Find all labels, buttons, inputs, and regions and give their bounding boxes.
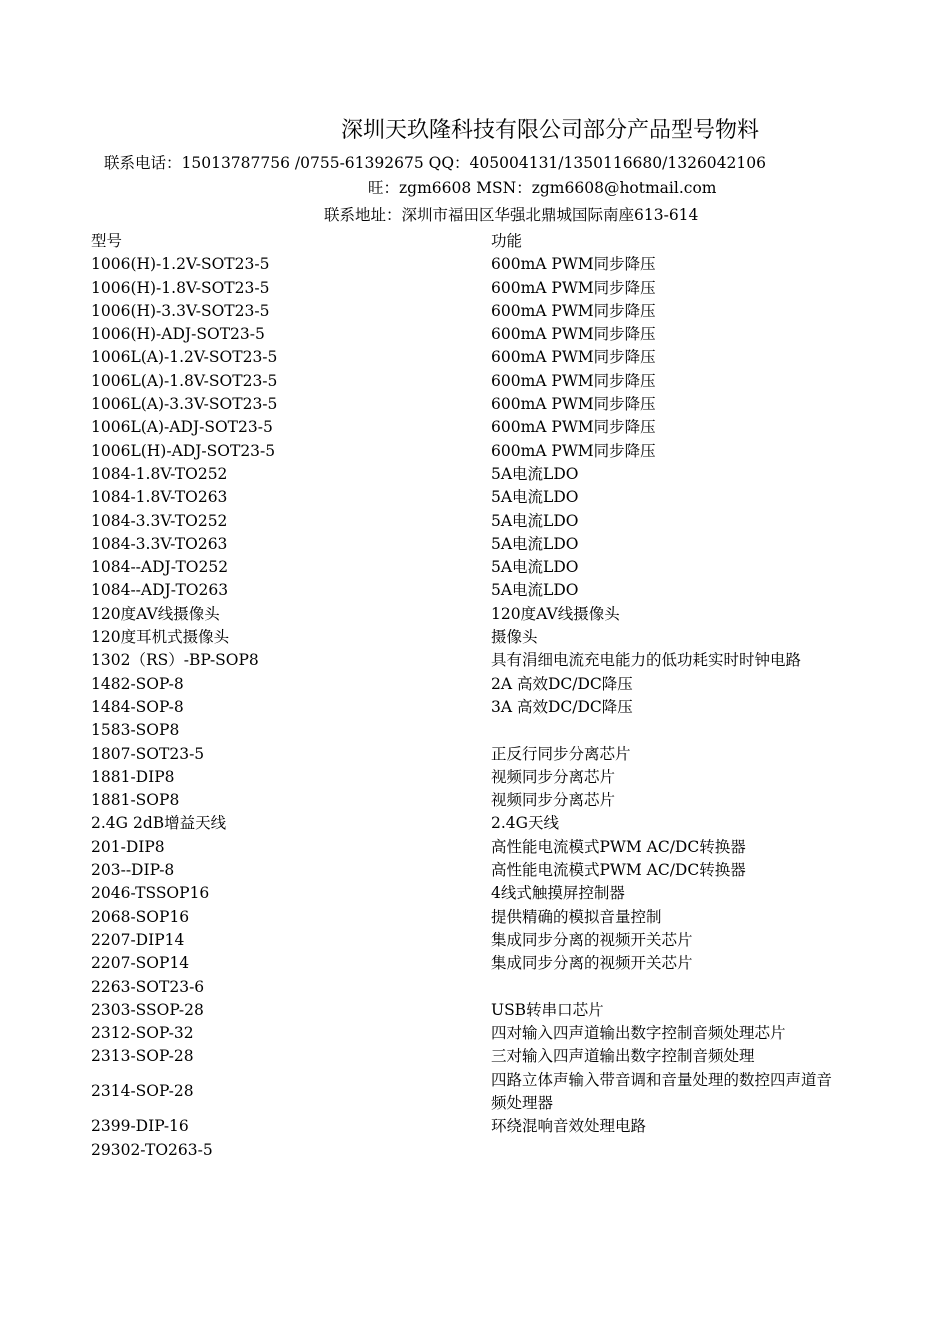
function-cell: 600mA PWM同步降压 [491, 325, 656, 344]
function-cell: 5A电流LDO [491, 511, 579, 530]
model-cell: 1084-1.8V-TO263 [91, 488, 228, 507]
table-row [91, 253, 851, 276]
table-row [91, 1022, 851, 1045]
function-cell: 正反行同步分离芯片 [491, 744, 631, 763]
function-cell: 集成同步分离的视频开关芯片 [491, 954, 693, 973]
table-row [91, 952, 851, 975]
function-cell: USB转串口芯片 [491, 1000, 604, 1019]
model-cell: 29302-TO263-5 [91, 1140, 213, 1159]
table-row [91, 1115, 851, 1138]
table-row [91, 579, 851, 602]
table-row [91, 743, 851, 766]
table-row [91, 370, 851, 393]
table-row [91, 603, 851, 626]
function-cell: 高性能电流模式PWM AC/DC转换器 [491, 861, 746, 880]
model-cell: 1484-SOP-8 [91, 697, 184, 716]
model-cell: 2313-SOP-28 [91, 1047, 194, 1066]
model-cell: 2207-SOP14 [91, 954, 190, 973]
table-row [91, 976, 851, 999]
table-row [91, 999, 851, 1022]
model-cell: 120度AV线摄像头 [91, 604, 220, 623]
model-cell: 1006(H)-ADJ-SOT23-5 [91, 325, 265, 344]
table-row [91, 766, 851, 789]
model-cell: 2.4G 2dB增益天线 [91, 814, 227, 833]
table-row [91, 789, 851, 812]
page-title: 深圳天玖隆科技有限公司部分产品型号物料 [340, 118, 759, 143]
function-cell: 三对输入四声道输出数字控制音频处理 [491, 1047, 755, 1066]
table-row [91, 882, 851, 905]
function-cell: 5A电流LDO [491, 558, 579, 577]
table-row [91, 393, 851, 416]
function-cell: 视频同步分离芯片 [491, 791, 616, 810]
function-cell: 600mA PWM同步降压 [491, 395, 656, 414]
model-cell: 2303-SSOP-28 [91, 1000, 204, 1019]
table-row [91, 556, 851, 579]
model-cell: 1006(H)-1.2V-SOT23-5 [91, 255, 270, 274]
table-row [91, 859, 851, 882]
function-cell: 600mA PWM同步降压 [491, 278, 656, 297]
function-cell: 四对输入四声道输出数字控制音频处理芯片 [491, 1024, 786, 1043]
function-cell: 600mA PWM同步降压 [491, 255, 656, 274]
function-cell: 集成同步分离的视频开关芯片 [491, 930, 693, 949]
table-row [91, 812, 851, 835]
table-row [91, 346, 851, 369]
model-cell: 120度耳机式摄像头 [91, 628, 230, 647]
model-cell: 1084-3.3V-TO252 [91, 511, 228, 530]
model-cell: 1084-3.3V-TO263 [91, 534, 228, 553]
function-cell: 600mA PWM同步降压 [491, 301, 656, 320]
table-row [91, 1069, 851, 1116]
model-cell: 2399-DIP-16 [91, 1117, 189, 1136]
contact-address: 联系地址：深圳市福田区华强北鼎城国际南座613-614 [324, 206, 699, 224]
function-cell [491, 719, 841, 742]
function-cell: 600mA PWM同步降压 [491, 441, 656, 460]
function-cell: 120度AV线摄像头 [491, 604, 620, 623]
table-row [91, 440, 851, 463]
table-row [91, 277, 851, 300]
model-cell: 1583-SOP8 [91, 721, 180, 740]
function-cell [491, 1139, 841, 1162]
model-cell: 1482-SOP-8 [91, 674, 184, 693]
table-row [91, 510, 851, 533]
model-cell: 1006(H)-1.8V-SOT23-5 [91, 278, 270, 297]
model-cell: 1084--ADJ-TO252 [91, 558, 229, 577]
function-cell: 环绕混响音效处理电路 [491, 1117, 647, 1136]
header-function: 功能 [491, 232, 523, 250]
model-cell: 1302（RS）-BP-SOP8 [91, 651, 259, 670]
function-cell: 5A电流LDO [491, 534, 579, 553]
model-cell: 1006L(A)-ADJ-SOT23-5 [91, 418, 273, 437]
function-cell: 高性能电流模式PWM AC/DC转换器 [491, 837, 746, 856]
function-cell: 5A电流LDO [491, 581, 579, 600]
function-cell: 具有涓细电流充电能力的低功耗实时时钟电路 [491, 651, 802, 670]
product-table [91, 230, 851, 1162]
function-cell: 5A电流LDO [491, 488, 579, 507]
function-cell: 5A电流LDO [491, 464, 579, 483]
model-cell: 2207-DIP14 [91, 930, 185, 949]
model-cell: 1006L(A)-3.3V-SOT23-5 [91, 395, 278, 414]
function-cell: 4线式触摸屏控制器 [491, 884, 625, 903]
table-row [91, 486, 851, 509]
table-row [91, 719, 851, 742]
table-header [91, 230, 851, 253]
table-body [91, 253, 851, 1162]
function-cell: 2.4G天线 [491, 814, 560, 833]
function-cell: 视频同步分离芯片 [491, 767, 616, 786]
table-row [91, 673, 851, 696]
table-row [91, 300, 851, 323]
function-cell: 600mA PWM同步降压 [491, 348, 656, 367]
model-cell: 1881-SOP8 [91, 791, 180, 810]
model-cell: 2314-SOP-28 [91, 1082, 194, 1101]
model-cell: 2263-SOT23-6 [91, 977, 205, 996]
model-cell: 1006L(H)-ADJ-SOT23-5 [91, 441, 276, 460]
model-cell: 2046-TSSOP16 [91, 884, 210, 903]
model-cell: 1006L(A)-1.8V-SOT23-5 [91, 371, 278, 390]
function-cell: 3A 高效DC/DC降压 [491, 697, 633, 716]
function-cell: 提供精确的模拟音量控制 [491, 907, 662, 926]
function-cell: 四路立体声输入带音调和音量处理的数控四声道音频处理器 [491, 1070, 833, 1112]
model-cell: 2068-SOP16 [91, 907, 190, 926]
model-cell: 1807-SOT23-5 [91, 744, 205, 763]
table-row [91, 906, 851, 929]
function-cell: 2A 高效DC/DC降压 [491, 674, 633, 693]
model-cell: 2312-SOP-32 [91, 1024, 194, 1043]
table-row [91, 463, 851, 486]
header-model: 型号 [91, 232, 123, 250]
function-cell: 摄像头 [491, 628, 538, 647]
contact-phone-qq: 联系电话：15013787756 /0755-61392675 QQ：405004131/1350116680/1326042106 [104, 154, 766, 172]
table-row [91, 929, 851, 952]
function-cell [491, 976, 841, 999]
function-cell: 600mA PWM同步降压 [491, 418, 656, 437]
model-cell: 203--DIP-8 [91, 861, 175, 880]
model-cell: 1084-1.8V-TO252 [91, 464, 228, 483]
table-row [91, 649, 851, 672]
table-row [91, 836, 851, 859]
table-row [91, 696, 851, 719]
table-row [91, 626, 851, 649]
function-cell: 600mA PWM同步降压 [491, 371, 656, 390]
table-row [91, 416, 851, 439]
table-row [91, 1045, 851, 1068]
model-cell: 1084--ADJ-TO263 [91, 581, 229, 600]
contact-msn: 旺：zgm6608 MSN：zgm6608@hotmail.com [368, 179, 717, 197]
model-cell: 1881-DIP8 [91, 767, 175, 786]
model-cell: 201-DIP8 [91, 837, 165, 856]
model-cell: 1006(H)-3.3V-SOT23-5 [91, 301, 270, 320]
model-cell: 1006L(A)-1.2V-SOT23-5 [91, 348, 278, 367]
table-row [91, 533, 851, 556]
table-row [91, 323, 851, 346]
table-row [91, 1139, 851, 1162]
